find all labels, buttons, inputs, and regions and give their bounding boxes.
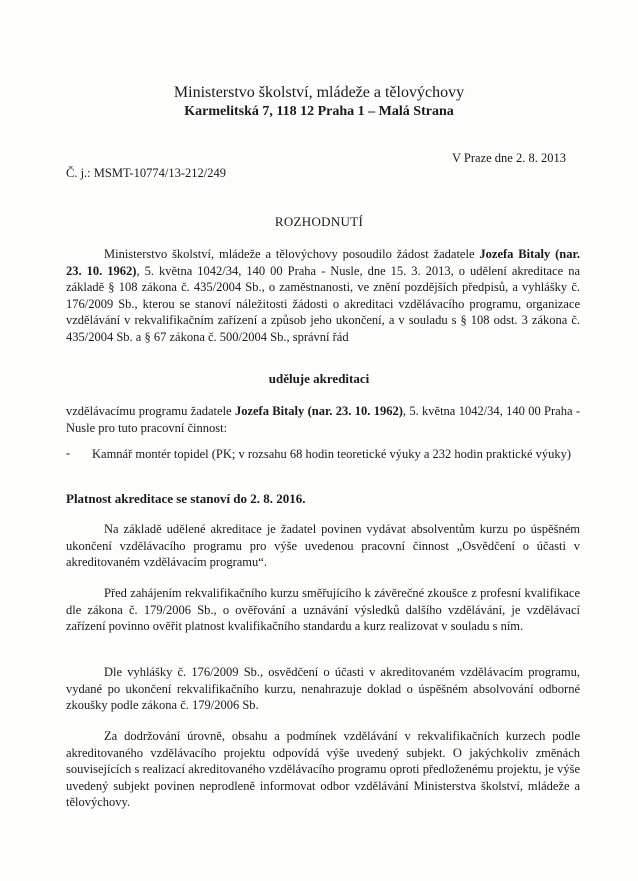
program-birth: (nar. 23. 10. 1962)	[307, 404, 403, 418]
paragraph-1-text: Na základě udělené akreditace je žadatel povinen vydávat absolventům kurzu po úspěšném ukončení vzdělávacího programu pro výše uvedenou pracovní činnost „Osvědčení o účasti v akreditovaném vzdělávacím programu“.	[66, 522, 580, 569]
ministry-name: Ministerstvo školství, mládeže a tělovýchovy	[173, 84, 465, 101]
intro-birth: (nar. 23. 10. 1962)	[66, 247, 580, 278]
paragraph-2	[66, 585, 580, 635]
decision-heading: uděluje akreditaci	[268, 371, 370, 386]
program-applicant: Jozefa Bitaly	[234, 404, 305, 418]
paragraph-4	[66, 728, 580, 811]
bullet-mark: -	[66, 446, 71, 460]
program-paragraph	[66, 403, 580, 436]
intro-applicant: Jozefa Bitaly	[479, 247, 551, 261]
intro-paragraph	[66, 246, 580, 345]
validity-statement: Platnost akreditace se stanoví do 2. 8. 2016.	[66, 491, 306, 506]
paragraph-3	[66, 664, 580, 714]
program-text-2: , 5. května 1042/34, 140 00 Praha - Nusle pro tuto pracovní činnost:	[66, 404, 580, 435]
paragraph-3-text: Dle vyhlášky č. 176/2009 Sb., osvědčení o účasti v akreditovaném vzdělávacím programu, vydané po ukončení rekvalifikačního kurzu, nenahrazuje doklad o úspěšném absolvování odborné zkoušky podle zákona č. 179/2006 Sb.	[66, 665, 580, 712]
paragraph-1	[66, 521, 580, 571]
document-title: ROZHODNUTÍ	[274, 214, 364, 229]
paragraph-4-text: Za dodržování úrovně, obsahu a podmínek vzdělávání v rekvalifikačních kurzech podle akreditovaného vzdělávacího projektu odpovídá výše uvedený subjekt. O jakýchkoliv změnách souvisejících s realizací akreditovaného vzdělávacího programu oproti předloženému projektu, je výše uvedený subjekt povinen neprodleně informovat odbor vzdělávání Ministerstva školství, mládeže a tělovýchovy.	[66, 729, 580, 809]
bullet-item: Kamnář montér topidel (PK; v rozsahu 68 hodin teoretické výuky a 232 hodin praktické výuky)	[92, 447, 572, 461]
intro-text-2: , 5. května 1042/34, 140 00 Praha - Nusle, dne 15. 3. 2013, o udělení akreditace na základě § 108 zákona č. 435/2004 Sb., o zaměstnanosti, ve znění pozdějších předpisů, a vyhlášky č. 176/2009 Sb., kterou se stanoví náležitosti žádosti o akreditaci vzdělávacího programu, organizace vzdělávání v rekvalifikačním zařízení a způsob jeho ukončení, a v souladu s § 108 odst. 3 zákona č. 435/2004 Sb. a § 67 zákona č. 500/2004 Sb., správní řád	[66, 263, 580, 344]
intro-text-1: Ministerstvo školství, mládeže a tělovýchovy posoudilo žádost žadatele	[104, 247, 480, 261]
reference-number: Č. j.: MSMT-10774/13-212/249	[66, 166, 226, 180]
paragraph-2-text: Před zahájením rekvalifikačního kurzu směřujícího k závěrečné zkoušce z profesní kvalifikace dle zákona č. 179/2006 Sb., o ověřování a uznávání výsledků dalšího vzdělávání, je vzdělávací zařízení povinno ověřit platnost kvalifikačního standardu a kurz realizovat v souladu s ním.	[66, 586, 580, 633]
program-text-1: vzdělávacímu programu žadatele	[66, 404, 235, 418]
ministry-address: Karmelitská 7, 118 12 Praha 1 – Malá Strana	[184, 104, 454, 119]
document-date: V Praze dne 2. 8. 2013	[452, 151, 566, 165]
